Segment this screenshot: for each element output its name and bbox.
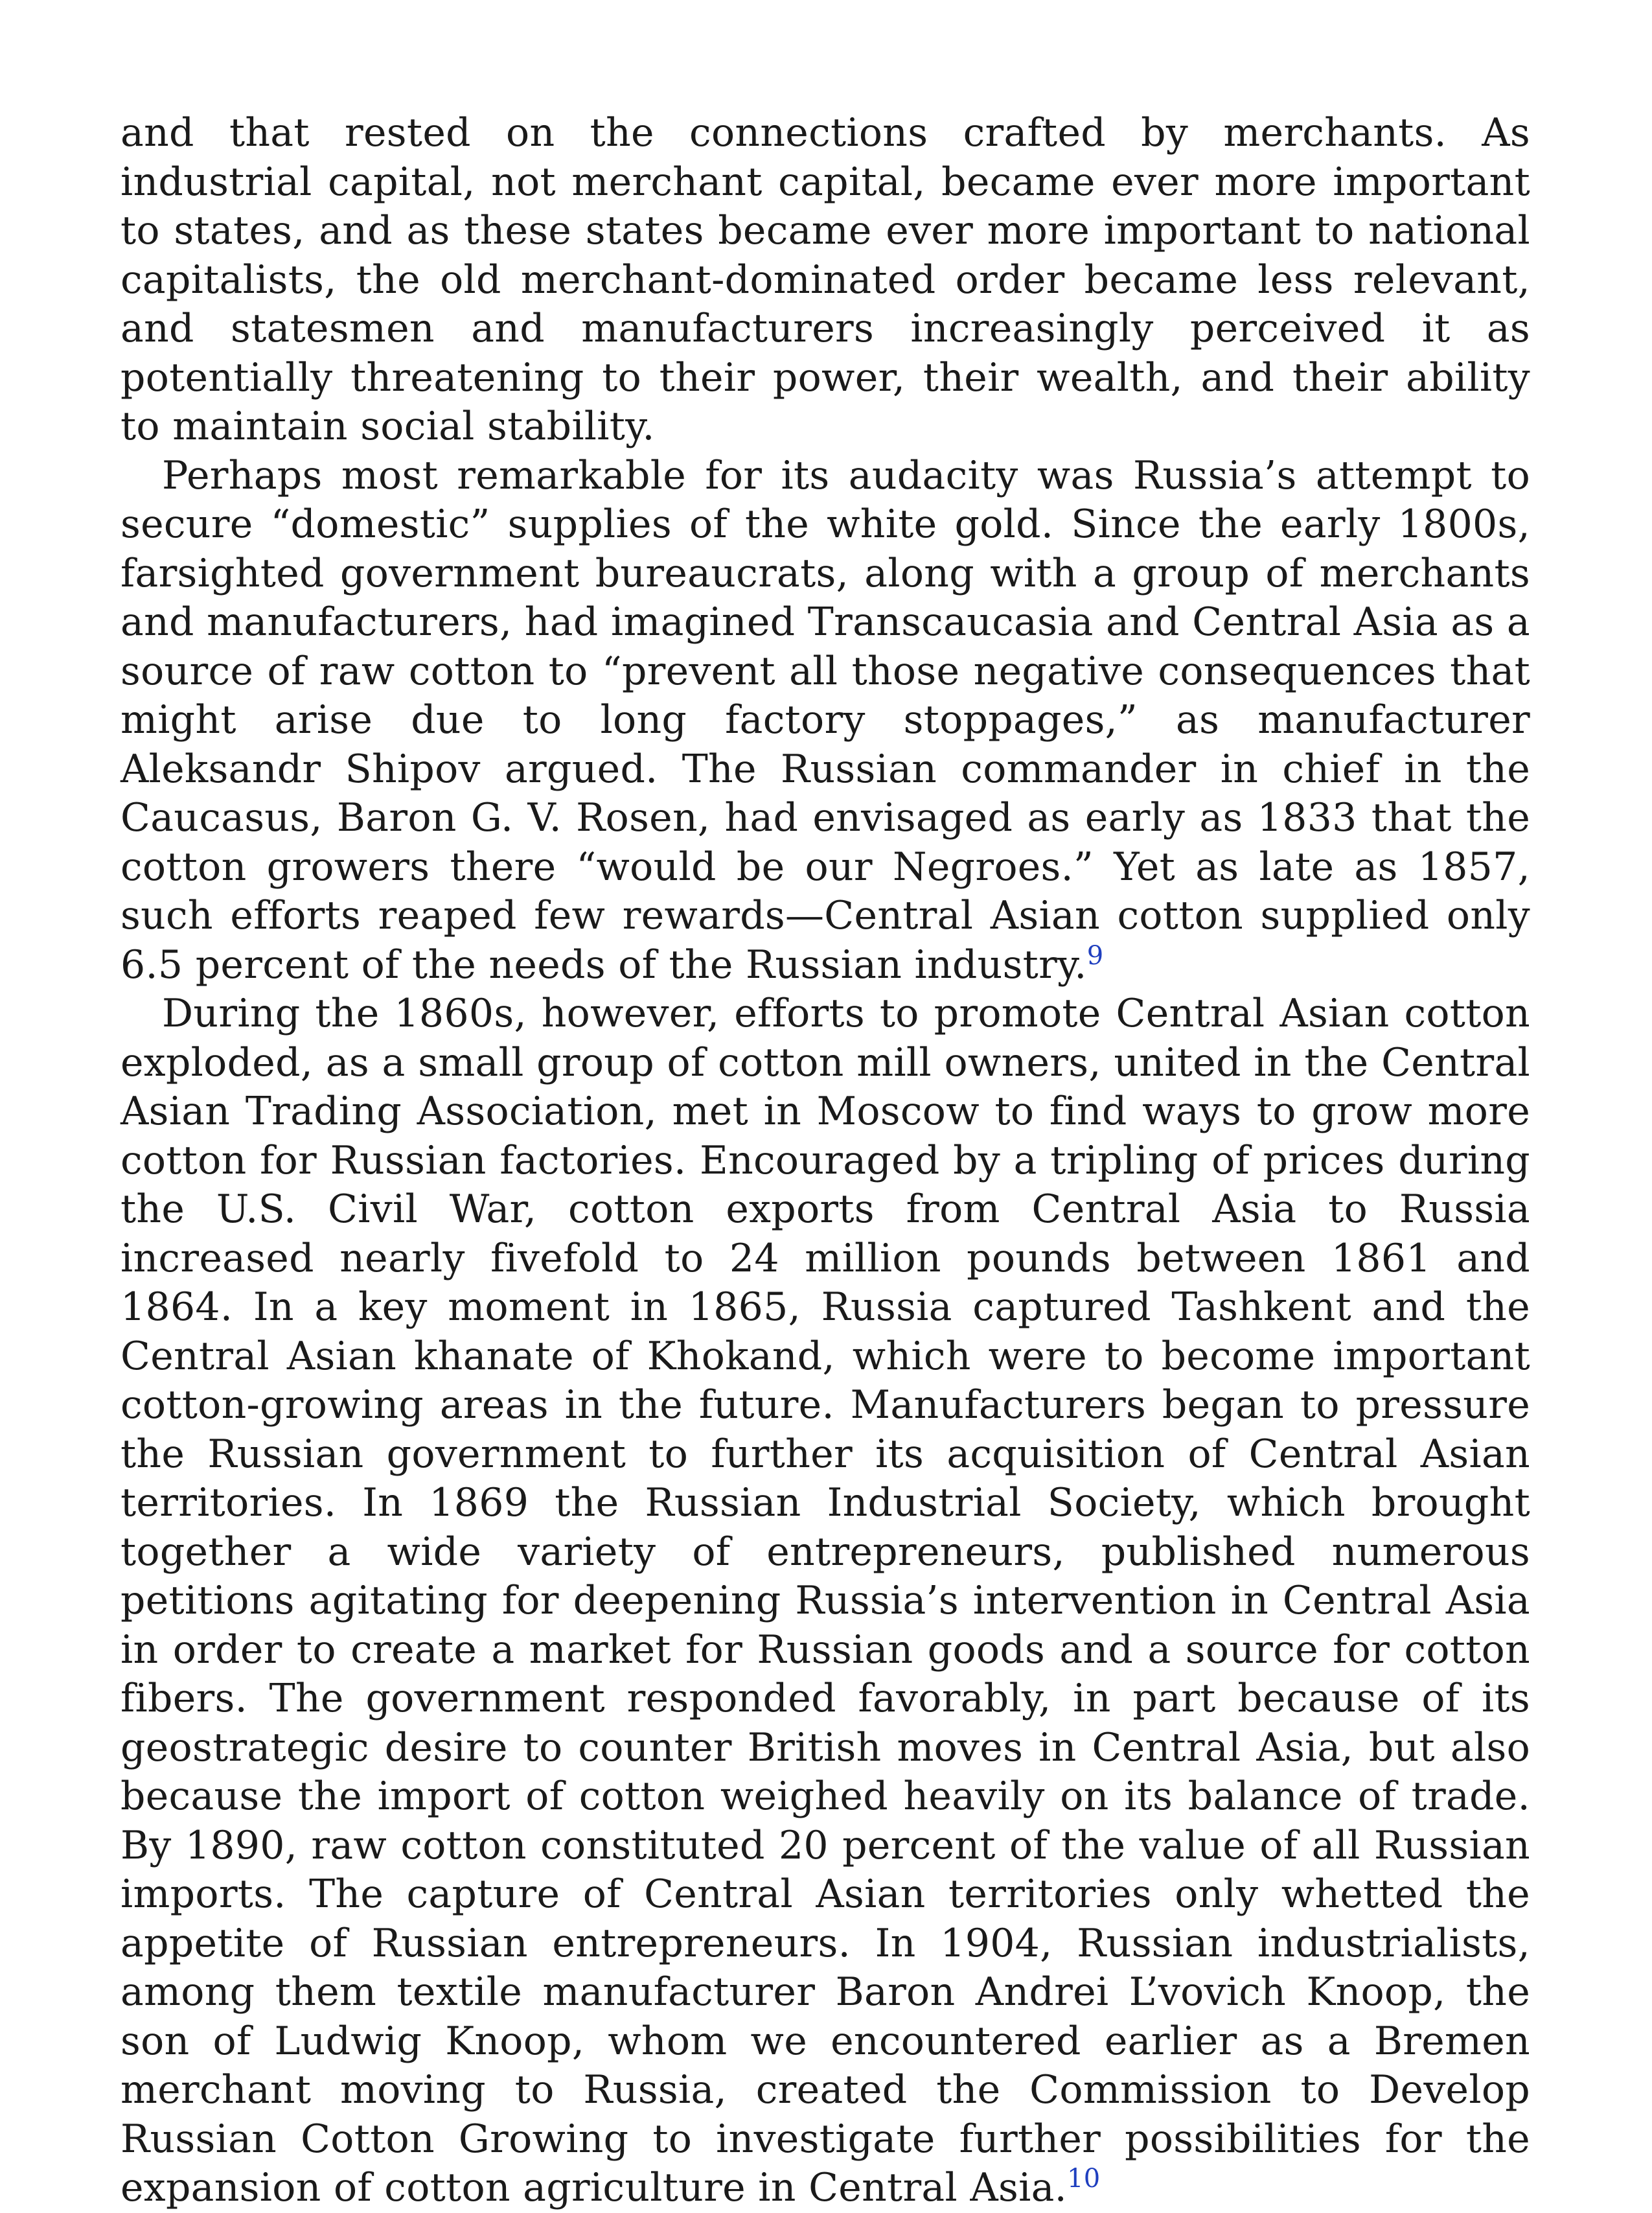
document-page	[120, 109, 1530, 2213]
paragraph-1860s-expansion	[120, 990, 1530, 2213]
paragraph-text: Perhaps most remarkable for its audacity was Russia’s attempt to secure “domestic” supplies of the white gold. Since the early 1800s, farsighted government bureaucrats, along with a group of merchants and manufacturers, had imagined Transcaucasia and Central Asia as a source of raw cotton to “prevent all those negative consequences that might arise due to long factory stoppages,” as manufacturer Aleksandr Shipov argued. The Russian commander in chief in the Caucasus, Baron G. V. Rosen, had envisaged as early as 1833 that the cotton growers there “would be our Negroes.” Yet as late as 1857, such efforts reaped few rewards—Central Asian cotton supplied only 6.5 percent of the needs of the Russian industry.	[120, 452, 1530, 988]
paragraph-russia-cotton	[120, 452, 1530, 990]
paragraph-text: During the 1860s, however, efforts to promote Central Asian cotton exploded, as a small group of cotton mill owners, united in the Central Asian Trading Association, met in Moscow to find ways to grow more cotton for Russian factories. Encouraged by a tripling of prices during the U.S. Civil War, cotton exports from Central Asia to Russia increased nearly fivefold to 24 million pounds between 1861 and 1864. In a key moment in 1865, Russia captured Tashkent and the Central Asian khanate of Khokand, which were to become important cotton-growing areas in the future. Manufacturers began to pressure the Russian government to further its acquisition of Central Asian territories. In 1869 the Russian Industrial Society, which brought together a wide variety of entrepreneurs, published numerous petitions agitating for deepening Russia’s intervention in Central Asia in order to create a market for Russian goods and a source for cotton fibers. The government responded favorably, in part because of its geostrategic desire to counter British moves in Central Asia, but also because the import of cotton weighed heavily on its balance of trade. By 1890, raw cotton constituted 20 percent of the value of all Russian imports. The capture of Central Asian territories only whetted the appetite of Russian entrepreneurs. In 1904, Russian industrialists, among them textile manufacturer Baron Andrei L’vovich Knoop, the son of Ludwig Knoop, whom we encountered earlier as a Bremen merchant moving to Russia, created the Commission to Develop Russian Cotton Growing to investigate further possibilities for the expansion of cotton agriculture in Central Asia.	[120, 991, 1530, 2210]
paragraph-continuation	[120, 109, 1530, 452]
paragraph-text: and that rested on the connections crafted by merchants. As industrial capital, not merchant capital, became ever more important to states, and as these states became ever more important to national capitalists, the old merchant-dominated order became less relevant, and statesmen and manufacturers increasingly perceived it as potentially threatening to their power, their wealth, and their ability to maintain social stability.	[120, 110, 1530, 449]
footnote-ref-10[interactable]: 10	[1067, 2164, 1101, 2194]
footnote-ref-9[interactable]: 9	[1086, 940, 1104, 971]
